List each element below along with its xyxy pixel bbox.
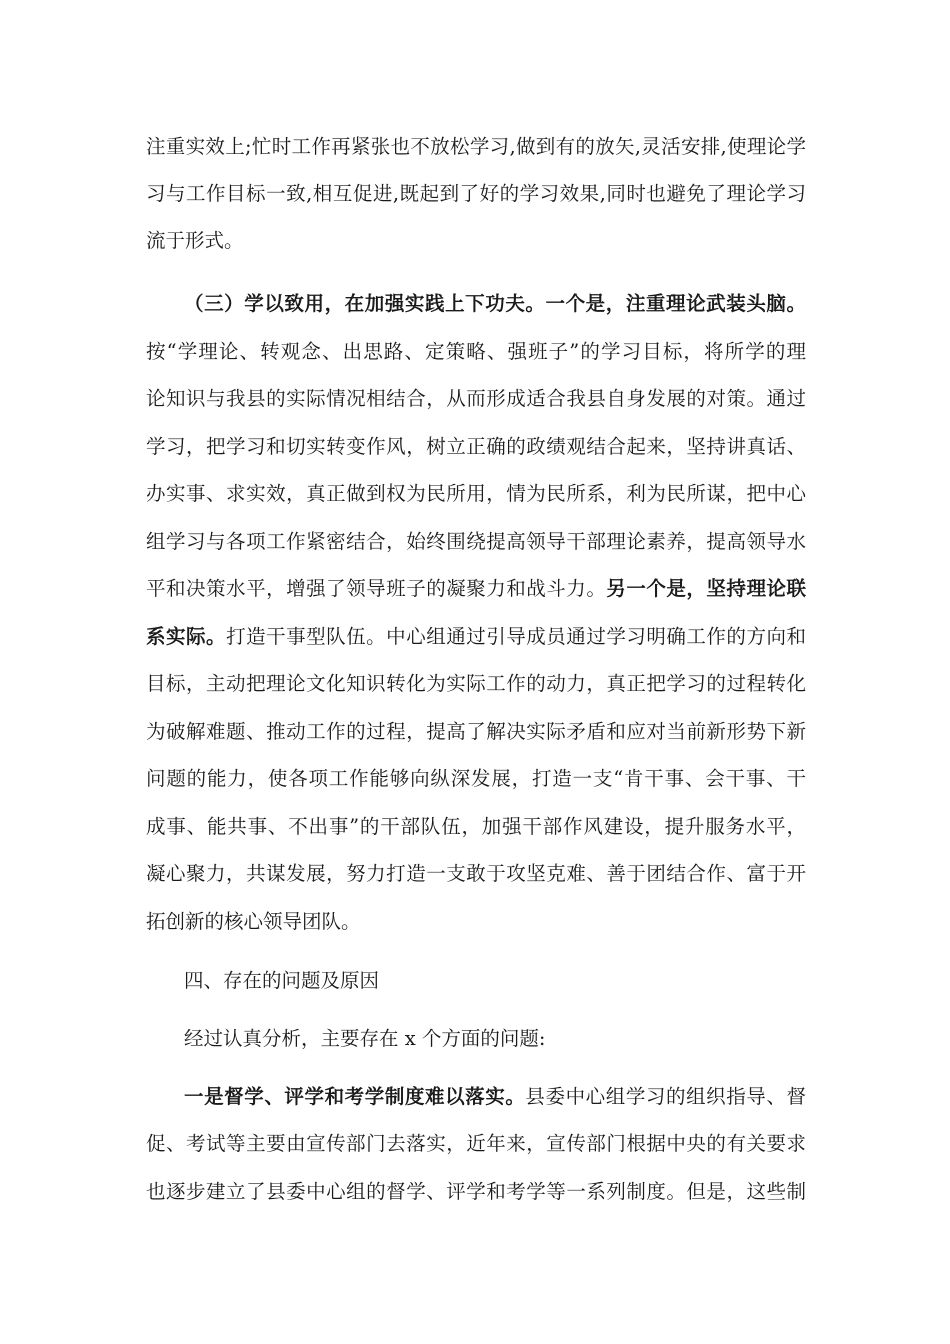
paragraph-line: 组学习与各项工作紧密结合，始终围绕提高领导干部理论素养，提高领导水 [146, 530, 806, 553]
bold-lead-text: 一是督学、评学和考学制度难以落实。 [184, 1085, 526, 1108]
paragraph-line: 按“学理论、转观念、出思路、定策略、强班子”的学习目标，将所学的理 [146, 340, 806, 363]
paragraph-line: 问题的能力，使各项工作能够向纵深发展，打造一支“肯干事、会干事、干 [146, 767, 806, 790]
paragraph-line: 学习，把学习和切实转变作风，树立正确的政绩观结合起来，坚持讲真话、 [146, 435, 806, 458]
paragraph-line: 成事、能共事、不出事”的干部队伍，加强干部作风建设，提升服务水平， [146, 815, 806, 838]
intro-line: 经过认真分析，主要存在 x 个方面的问题: [184, 1027, 546, 1050]
paragraph-line: 办实事、求实效，真正做到权为民所用，情为民所系，利为民所谋，把中心 [146, 482, 806, 505]
paragraph-line: 注重实效上;忙时工作再紧张也不放松学习,做到有的放矢,灵活安排,使理论学 [146, 135, 806, 158]
paragraph-line: 凝心聚力，共谋发展，努力打造一支敢于攻坚克难、善于团结合作、富于开 [146, 862, 806, 885]
paragraph-line: 促、考试等主要由宣传部门去落实，近年来，宣传部门根据中央的有关要求 [146, 1132, 806, 1155]
paragraph-line: 流于形式。 [146, 229, 244, 252]
bold-lead-text: 另一个是，坚持理论联 [606, 577, 806, 600]
paragraph-line [146, 624, 806, 650]
paragraph-line: 习与工作目标一致,相互促进,既起到了好的学习效果,同时也避免了理论学习 [146, 182, 806, 205]
paragraph-line: 拓创新的核心领导团队。 [146, 910, 361, 933]
section-heading: 四、存在的问题及原因 [184, 969, 380, 992]
paragraph-text: 县委中心组学习的组织指导、督 [525, 1085, 806, 1108]
paragraph-text: 平和决策水平，增强了领导班子的凝聚力和战斗力。 [146, 577, 607, 600]
bold-lead-text: 系实际。 [146, 625, 227, 648]
paragraph-line [184, 1084, 806, 1110]
paragraph-line: 论知识与我县的实际情况相结合，从而形成适合我县自身发展的对策。通过 [146, 387, 806, 410]
paragraph-line: 为破解难题、推动工作的过程，提高了解决实际矛盾和应对当前新形势下新 [146, 720, 806, 743]
paragraph-line: 也逐步建立了县委中心组的督学、评学和考学等一系列制度。但是，这些制 [146, 1180, 806, 1203]
paragraph-line [146, 576, 806, 602]
subsection-heading: （三）学以致用，在加强实践上下功夫。一个是，注重理论武装头脑。 [184, 292, 806, 315]
paragraph-line: 目标，主动把理论文化知识转化为实际工作的动力，真正把学习的过程转化 [146, 672, 806, 695]
paragraph-text: 打造干事型队伍。中心组通过引导成员通过学习明确工作的方向和 [226, 625, 806, 648]
